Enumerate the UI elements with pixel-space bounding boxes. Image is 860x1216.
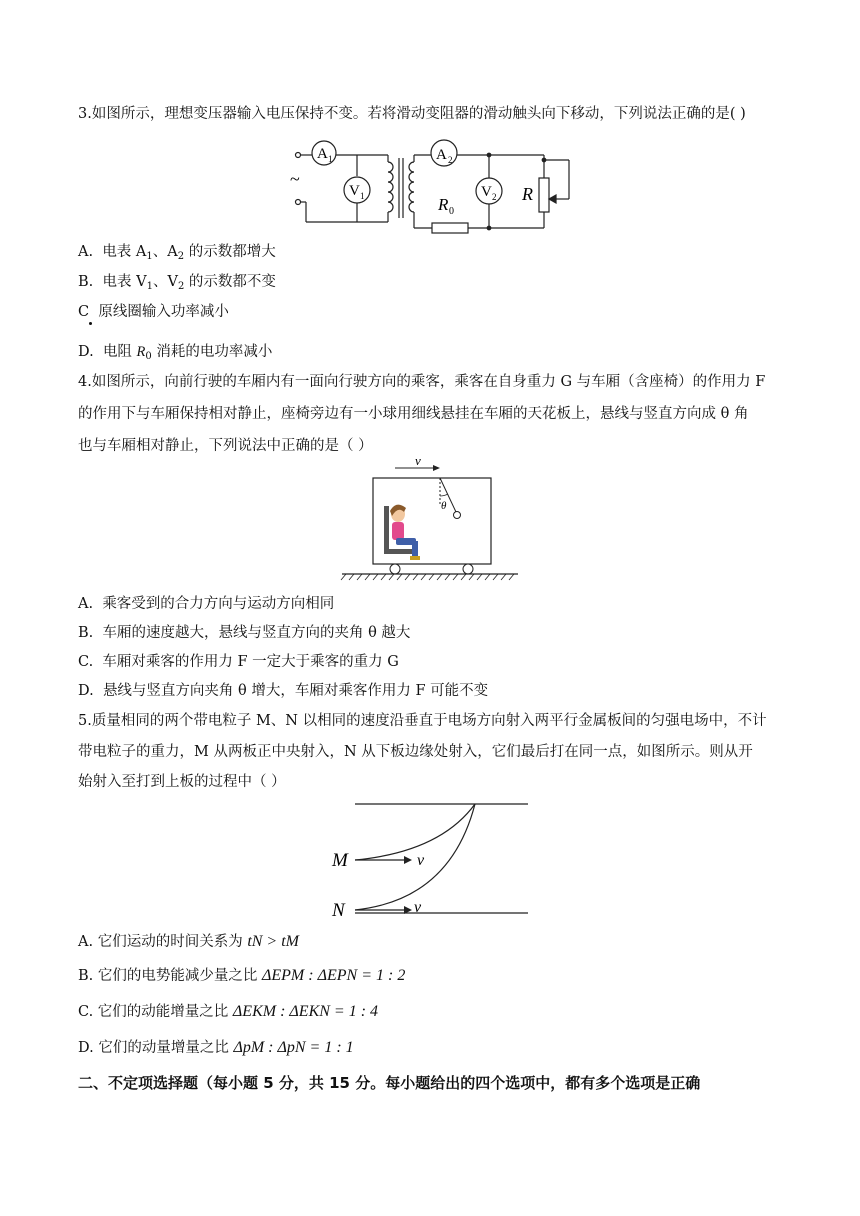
svg-text:1: 1: [328, 154, 333, 164]
svg-text:1: 1: [360, 191, 365, 201]
q5-option-d: D. 它们的动量增量之比 ΔpM : ΔpN = 1 : 1: [78, 1039, 354, 1056]
q4-stem-line1: 4.如图所示，向前行驶的车厢内有一面向行驶方向的乘客，乘客在自身重力 G 与车厢（含座椅）的作用力 F: [78, 374, 766, 390]
q3-option-b: B. 电表 $V_1$、$V_2$ 的示数都不变: [78, 274, 276, 292]
svg-text:V: V: [481, 184, 492, 200]
q4-option-b: B. 车厢的速度越大，悬线与竖直方向的夹角 θ 越大: [78, 625, 411, 641]
svg-text:R: R: [438, 195, 449, 214]
velocity-arrow-head: [433, 465, 440, 471]
q5-option-d-formula: ΔpM : ΔpN = 1 : 1: [233, 1039, 354, 1056]
svg-text:0: 0: [449, 206, 454, 217]
q5-option-a: A. 它们运动的时间关系为 tN > tM: [78, 933, 299, 950]
q4-option-c: C. 车厢对乘客的作用力 F 一定大于乘客的重力 G: [78, 654, 399, 670]
svg-text:A: A: [317, 146, 328, 162]
q3-stem: 3.如图所示，理想变压器输入电压保持不变。若将滑动变阻器的滑动触头向下移动，下列说法正确的是( ): [78, 106, 746, 122]
rheostat-r: [539, 178, 549, 212]
q5-parallel-plate-diagram: [330, 800, 530, 921]
q5-stem-line2: 带电粒子的重力，M 从两板正中央射入，N 从下板边缘处射入，它们最后打在同一点，如图所示。则从开: [78, 744, 753, 760]
q3-transformer-circuit: [286, 138, 556, 233]
primary-coil: [388, 162, 393, 212]
q3-option-c: C 原线圈输入功率减小: [78, 302, 229, 322]
q5-option-b-formula: ΔEPM : ΔEPN = 1 : 2: [261, 967, 406, 984]
svg-text:v: v: [415, 453, 421, 468]
q5-option-b: B. 它们的电势能减少量之比 ΔEPM : ΔEPN = 1 : 2: [78, 967, 406, 984]
svg-text:2: 2: [448, 155, 453, 165]
q3-option-d: D. 电阻 $R_0$ 消耗的电功率减小: [78, 344, 273, 362]
slider-arrow: [549, 195, 556, 203]
svg-text:M: M: [332, 850, 348, 871]
secondary-coil: [409, 162, 414, 212]
q3-option-a: A. 电表 $A_1$、$A_2$ 的示数都增大: [78, 244, 276, 262]
wheel-left: [390, 564, 400, 574]
svg-text:V: V: [349, 183, 360, 199]
svg-text:v: v: [414, 899, 422, 916]
svg-text:A: A: [436, 147, 447, 163]
q4-option-d: D. 悬线与竖直方向夹角 θ 增大，车厢对乘客作用力 F 可能不变: [78, 683, 489, 699]
svg-text:R: R: [522, 184, 533, 204]
svg-text:~: ~: [290, 169, 300, 189]
svg-text:N: N: [332, 900, 345, 921]
q5-stem-line1: 5.质量相同的两个带电粒子 M、N 以相同的速度沿垂直于电场方向射入两平行金属板间的匀强电场中，不计: [78, 713, 767, 729]
q5-option-c: C. 它们的动能增量之比 ΔEKM : ΔEKN = 1 : 4: [78, 1003, 379, 1020]
seat-base: [384, 549, 414, 554]
q4-option-a: A. 乘客受到的合力方向与运动方向相同: [78, 596, 335, 612]
svg-text:θ: θ: [441, 500, 447, 512]
wheel-right: [463, 564, 473, 574]
velocity-arrow-m: [404, 856, 412, 864]
trajectory-n: [355, 804, 475, 910]
input-terminal-bottom: [296, 200, 301, 205]
section-2-heading: 二、不定项选择题（每小题 5 分，共 15 分。每小题给出的四个选项中，都有多个选项是正确: [78, 1074, 701, 1092]
stray-dot: [89, 322, 92, 325]
svg-text:v: v: [417, 852, 425, 869]
pendulum-ball: [454, 512, 461, 519]
q4-stem-line2: 的作用下与车厢保持相对静止，座椅旁边有一小球用细线悬挂在车厢的天花板上，悬线与竖直方向成 θ 角: [78, 406, 749, 422]
trajectory-m: [355, 804, 475, 860]
seat-back: [384, 506, 389, 551]
q5-option-a-formula: tN > tM: [247, 933, 299, 950]
resistor-r0: [432, 223, 468, 233]
q4-carriage-diagram: [340, 453, 520, 584]
q5-stem-line3: 始射入至打到上板的过程中（ ）: [78, 774, 286, 790]
svg-text:2: 2: [492, 192, 497, 202]
input-terminal-top: [296, 153, 301, 158]
q5-option-c-formula: ΔEKM : ΔEKN = 1 : 4: [232, 1003, 379, 1020]
q4-stem-line3: 也与车厢相对静止，下列说法中正确的是（ ）: [78, 438, 373, 454]
